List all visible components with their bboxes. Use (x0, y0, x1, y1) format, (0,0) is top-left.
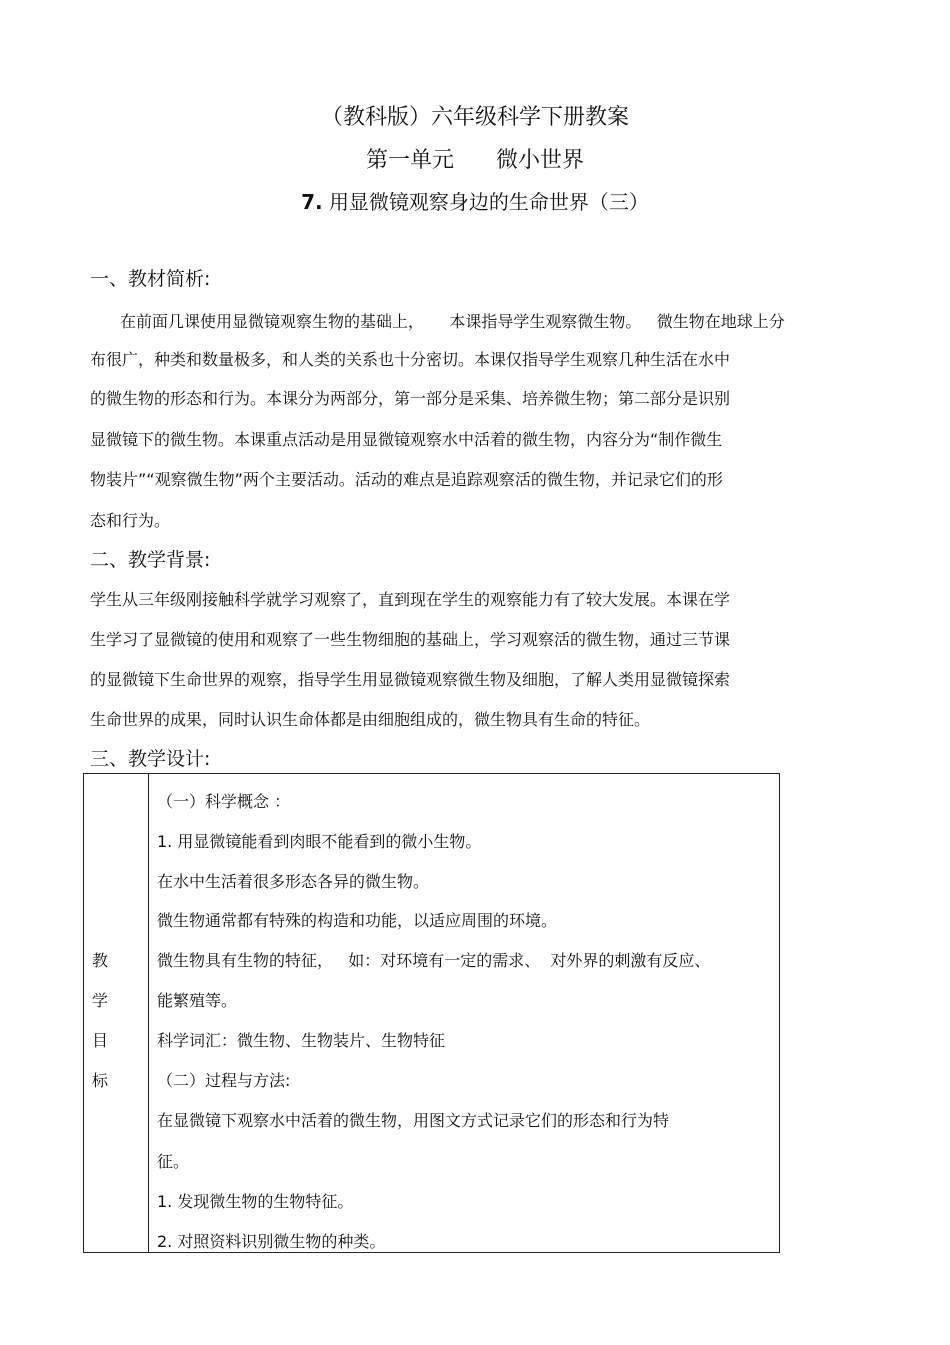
lesson-title (0, 186, 950, 215)
objectives-content-cell (149, 774, 780, 1253)
side-label-char: 目 (92, 1031, 109, 1050)
unit-title: 第一单元 微小世界 (366, 148, 584, 173)
paragraph-line: 态和行为。 (90, 511, 171, 530)
objective-line: 微生物具有生物的特征， 如：对环境有一定的需求、 对外界的刺激有反应、 (157, 951, 711, 970)
objective-line: 在水中生活着很多形态各异的微生物。 (157, 872, 430, 891)
lesson-number: 7. (301, 190, 323, 214)
objectives-label-cell (84, 774, 149, 1253)
objective-line: （二）过程与方法: (157, 1071, 291, 1090)
objective-line: 能繁殖等。 (157, 991, 238, 1010)
paragraph-line: 物装片”“观察微生物”两个主要活动。活动的难点是追踪观察活的微生物，并记录它们的形 (90, 470, 723, 489)
objective-line: （一）科学概念 ： (157, 792, 291, 811)
objective-line: 2. 对照资料识别微生物的种类。 (157, 1232, 386, 1251)
section-heading-design: 三、教学设计: (90, 748, 211, 770)
objective-line: 科学词汇：微生物、生物装片、生物特征 (157, 1031, 446, 1050)
objective-line: 1. 发现微生物的生物特征。 (157, 1192, 354, 1211)
objective-line: 征。 (157, 1152, 190, 1171)
paragraph-line: 生命世界的成果，同时认识生命体都是由细胞组成的，微生物具有生命的特征。 (90, 710, 651, 729)
side-label-char: 标 (92, 1071, 109, 1090)
paragraph-line: 布很广，种类和数量极多，和人类的关系也十分密切。本课仅指导学生观察几种生活在水中 (90, 350, 731, 369)
paragraph-line: 的显微镜下生命世界的观察，指导学生用显微镜观察微生物及细胞，了解人类用显微镜探索 (90, 670, 731, 689)
side-label-char: 教 (92, 951, 109, 970)
paragraph-line: 在前面几课使用显微镜观察生物的基础上， 本课指导学生观察微生物。 微生物在地球上分 (120, 312, 785, 331)
side-label-char: 学 (92, 991, 109, 1010)
teaching-design-table (83, 773, 780, 1253)
paragraph-line: 学生从三年级刚接触科学就学习观察了，直到现在学生的观察能力有了较大发展。本课在学 (90, 590, 731, 609)
objective-line: 在显微镜下观察水中活着的微生物，用图文方式记录它们的形态和行为特 (157, 1111, 670, 1130)
paragraph-line: 生学习了显微镜的使用和观察了一些生物细胞的基础上，学习观察活的微生物，通过三节课 (90, 630, 731, 649)
lesson-title-text: 用显微镜观察身边的生命世界（三） (328, 190, 649, 214)
section-heading-analysis: 一、教材简析: (90, 268, 211, 290)
section-heading-background: 二、教学背景: (90, 549, 211, 571)
paragraph-line: 显微镜下的微生物。本课重点活动是用显微镜观察水中活着的微生物，内容分为“制作微生 (90, 430, 723, 449)
document-title: （教科版）六年级科学下册教案 (320, 105, 629, 130)
paragraph-line: 的微生物的形态和行为。本课分为两部分，第一部分是采集、培养微生物；第二部分是识别 (90, 389, 731, 408)
objective-line: 微生物通常都有特殊的构造和功能，以适应周围的环境。 (157, 911, 558, 930)
objective-line: 1. 用显微镜能看到肉眼不能看到的微小生物。 (157, 832, 482, 851)
